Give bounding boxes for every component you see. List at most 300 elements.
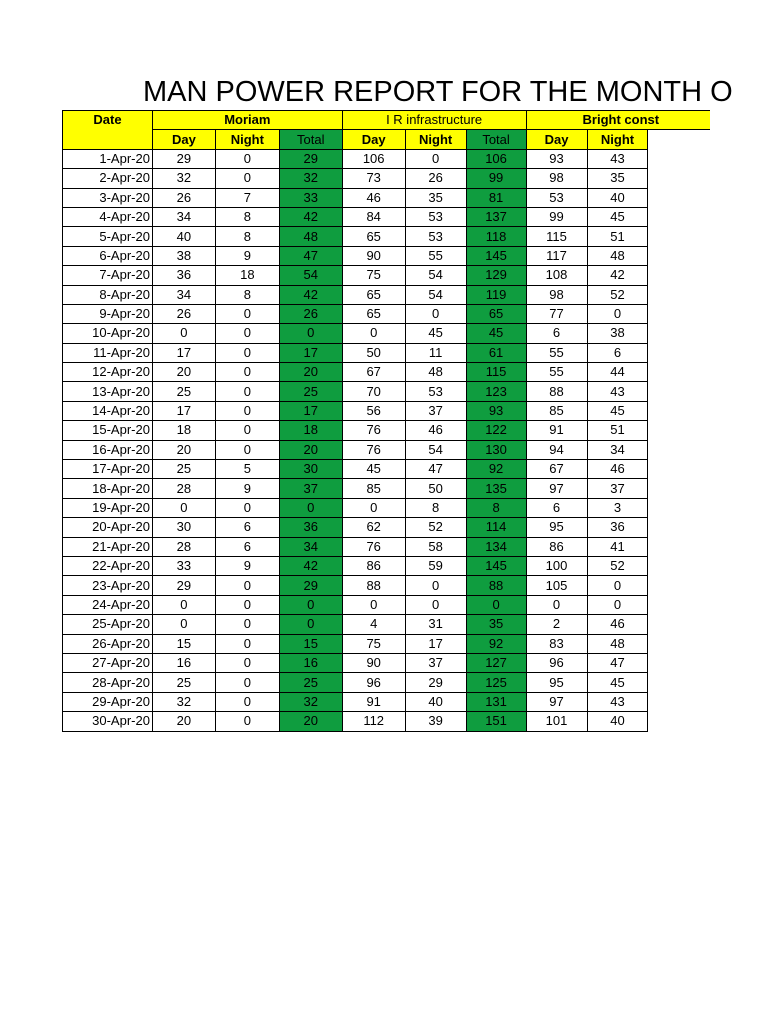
cell-moriam-total[interactable]: 20 bbox=[279, 363, 342, 382]
cell-ir-night[interactable]: 40 bbox=[405, 692, 466, 711]
cell-ir-total[interactable]: 130 bbox=[466, 440, 526, 459]
cell-bright-day[interactable]: 88 bbox=[526, 382, 587, 401]
cell-moriam-night[interactable]: 9 bbox=[215, 479, 279, 498]
col-header-ir-total[interactable]: Total bbox=[466, 130, 526, 149]
cell-bright-day[interactable]: 55 bbox=[526, 363, 587, 382]
cell-bright-night[interactable]: 0 bbox=[587, 576, 648, 595]
cell-bright-day[interactable]: 95 bbox=[526, 518, 587, 537]
cell-ir-total[interactable]: 65 bbox=[466, 304, 526, 323]
col-header-bright-night[interactable]: Night bbox=[587, 130, 648, 149]
cell-bright-night[interactable]: 51 bbox=[587, 227, 648, 246]
cell-moriam-total[interactable]: 29 bbox=[279, 149, 342, 168]
cell-moriam-night[interactable]: 7 bbox=[215, 188, 279, 207]
cell-ir-total[interactable]: 81 bbox=[466, 188, 526, 207]
cell-bright-night[interactable]: 44 bbox=[587, 363, 648, 382]
cell-bright-night[interactable]: 45 bbox=[587, 673, 648, 692]
cell-moriam-day[interactable]: 25 bbox=[152, 382, 215, 401]
cell-bright-night[interactable]: 48 bbox=[587, 634, 648, 653]
cell-ir-day[interactable]: 65 bbox=[342, 285, 405, 304]
cell-moriam-day[interactable]: 17 bbox=[152, 343, 215, 362]
cell-ir-day[interactable]: 75 bbox=[342, 266, 405, 285]
table-row bbox=[63, 401, 711, 420]
cell-moriam-total[interactable]: 37 bbox=[279, 479, 342, 498]
cell-moriam-night[interactable]: 0 bbox=[215, 421, 279, 440]
cell-bright-day[interactable]: 55 bbox=[526, 343, 587, 362]
cell-moriam-total[interactable]: 30 bbox=[279, 460, 342, 479]
cell-ir-day[interactable]: 96 bbox=[342, 673, 405, 692]
cell-moriam-night[interactable]: 9 bbox=[215, 556, 279, 575]
cell-ir-night[interactable]: 11 bbox=[405, 343, 466, 362]
cell-moriam-day[interactable]: 25 bbox=[152, 460, 215, 479]
col-header-date[interactable]: Date bbox=[63, 111, 153, 150]
cell-date[interactable]: 2-Apr-20 bbox=[63, 169, 153, 188]
cell-bright-night[interactable]: 36 bbox=[587, 518, 648, 537]
cell-moriam-day[interactable]: 34 bbox=[152, 285, 215, 304]
cell-ir-total[interactable]: 92 bbox=[466, 634, 526, 653]
cell-date[interactable]: 11-Apr-20 bbox=[63, 343, 153, 362]
cell-ir-day[interactable]: 90 bbox=[342, 653, 405, 672]
cell-date[interactable]: 13-Apr-20 bbox=[63, 382, 153, 401]
cell-bright-day[interactable]: 94 bbox=[526, 440, 587, 459]
cell-bright-night[interactable]: 46 bbox=[587, 460, 648, 479]
cell-ir-night[interactable]: 46 bbox=[405, 421, 466, 440]
cell-ir-total[interactable]: 135 bbox=[466, 479, 526, 498]
cell-ir-total[interactable]: 145 bbox=[466, 556, 526, 575]
cell-bright-day[interactable]: 93 bbox=[526, 149, 587, 168]
cell-moriam-night[interactable]: 8 bbox=[215, 227, 279, 246]
cell-ir-night[interactable]: 53 bbox=[405, 227, 466, 246]
cell-bright-day[interactable]: 83 bbox=[526, 634, 587, 653]
cell-date[interactable]: 23-Apr-20 bbox=[63, 576, 153, 595]
cell-moriam-day[interactable]: 0 bbox=[152, 595, 215, 614]
cell-moriam-night[interactable]: 9 bbox=[215, 246, 279, 265]
group-header-moriam[interactable]: Moriam bbox=[152, 111, 342, 130]
cell-ir-total[interactable]: 134 bbox=[466, 537, 526, 556]
group-header-bright-const[interactable]: Bright const bbox=[526, 111, 710, 130]
cell-moriam-total[interactable]: 42 bbox=[279, 556, 342, 575]
cell-bright-day[interactable]: 115 bbox=[526, 227, 587, 246]
cell-moriam-day[interactable]: 34 bbox=[152, 207, 215, 226]
cell-date[interactable]: 14-Apr-20 bbox=[63, 401, 153, 420]
cell-moriam-total[interactable]: 32 bbox=[279, 169, 342, 188]
empty-cell bbox=[648, 673, 710, 692]
col-header-moriam-day[interactable]: Day bbox=[152, 130, 215, 149]
cell-moriam-night[interactable]: 0 bbox=[215, 363, 279, 382]
cell-moriam-night[interactable]: 0 bbox=[215, 692, 279, 711]
cell-ir-total[interactable]: 92 bbox=[466, 460, 526, 479]
cell-moriam-night[interactable]: 0 bbox=[215, 576, 279, 595]
empty-cell bbox=[648, 304, 710, 323]
cell-bright-night[interactable]: 38 bbox=[587, 324, 648, 343]
cell-bright-day[interactable]: 95 bbox=[526, 673, 587, 692]
cell-ir-day[interactable]: 90 bbox=[342, 246, 405, 265]
cell-bright-day[interactable]: 97 bbox=[526, 479, 587, 498]
cell-bright-day[interactable]: 0 bbox=[526, 595, 587, 614]
table-row bbox=[63, 556, 711, 575]
cell-moriam-night[interactable]: 0 bbox=[215, 343, 279, 362]
cell-moriam-day[interactable]: 38 bbox=[152, 246, 215, 265]
cell-moriam-night[interactable]: 0 bbox=[215, 382, 279, 401]
cell-moriam-night[interactable]: 0 bbox=[215, 401, 279, 420]
cell-bright-night[interactable]: 51 bbox=[587, 421, 648, 440]
col-header-moriam-total[interactable]: Total bbox=[279, 130, 342, 149]
cell-ir-total[interactable]: 129 bbox=[466, 266, 526, 285]
cell-moriam-total[interactable]: 42 bbox=[279, 207, 342, 226]
cell-ir-day[interactable]: 112 bbox=[342, 712, 405, 731]
table-row bbox=[63, 479, 711, 498]
cell-moriam-total[interactable]: 20 bbox=[279, 712, 342, 731]
cell-ir-total[interactable]: 93 bbox=[466, 401, 526, 420]
cell-moriam-day[interactable]: 25 bbox=[152, 673, 215, 692]
empty-cell bbox=[648, 460, 710, 479]
cell-bright-night[interactable]: 43 bbox=[587, 692, 648, 711]
cell-date[interactable]: 4-Apr-20 bbox=[63, 207, 153, 226]
cell-ir-night[interactable]: 31 bbox=[405, 615, 466, 634]
cell-date[interactable]: 15-Apr-20 bbox=[63, 421, 153, 440]
cell-bright-night[interactable]: 6 bbox=[587, 343, 648, 362]
cell-bright-night[interactable]: 46 bbox=[587, 615, 648, 634]
cell-ir-total[interactable]: 119 bbox=[466, 285, 526, 304]
cell-moriam-day[interactable]: 33 bbox=[152, 556, 215, 575]
group-header-ir-infrastructure[interactable]: I R infrastructure bbox=[342, 111, 526, 130]
cell-ir-night[interactable]: 39 bbox=[405, 712, 466, 731]
cell-moriam-night[interactable]: 0 bbox=[215, 169, 279, 188]
cell-bright-day[interactable]: 99 bbox=[526, 207, 587, 226]
cell-ir-night[interactable]: 59 bbox=[405, 556, 466, 575]
cell-ir-total[interactable]: 115 bbox=[466, 363, 526, 382]
cell-bright-night[interactable]: 48 bbox=[587, 246, 648, 265]
col-header-ir-day[interactable]: Day bbox=[342, 130, 405, 149]
cell-moriam-total[interactable]: 54 bbox=[279, 266, 342, 285]
cell-ir-night[interactable]: 54 bbox=[405, 266, 466, 285]
cell-ir-day[interactable]: 106 bbox=[342, 149, 405, 168]
cell-bright-day[interactable]: 2 bbox=[526, 615, 587, 634]
cell-moriam-total[interactable]: 29 bbox=[279, 576, 342, 595]
cell-date[interactable]: 27-Apr-20 bbox=[63, 653, 153, 672]
cell-bright-night[interactable]: 47 bbox=[587, 653, 648, 672]
cell-moriam-day[interactable]: 16 bbox=[152, 653, 215, 672]
cell-moriam-total[interactable]: 25 bbox=[279, 382, 342, 401]
cell-ir-night[interactable]: 0 bbox=[405, 595, 466, 614]
cell-ir-day[interactable]: 0 bbox=[342, 498, 405, 517]
cell-date[interactable]: 28-Apr-20 bbox=[63, 673, 153, 692]
cell-moriam-night[interactable]: 8 bbox=[215, 285, 279, 304]
cell-ir-day[interactable]: 85 bbox=[342, 479, 405, 498]
cell-moriam-total[interactable]: 32 bbox=[279, 692, 342, 711]
cell-moriam-total[interactable]: 34 bbox=[279, 537, 342, 556]
cell-ir-day[interactable]: 65 bbox=[342, 227, 405, 246]
cell-ir-total[interactable]: 151 bbox=[466, 712, 526, 731]
cell-date[interactable]: 3-Apr-20 bbox=[63, 188, 153, 207]
cell-date[interactable]: 22-Apr-20 bbox=[63, 556, 153, 575]
cell-ir-day[interactable]: 0 bbox=[342, 324, 405, 343]
cell-moriam-total[interactable]: 48 bbox=[279, 227, 342, 246]
cell-moriam-total[interactable]: 26 bbox=[279, 304, 342, 323]
cell-moriam-night[interactable]: 0 bbox=[215, 324, 279, 343]
cell-date[interactable]: 6-Apr-20 bbox=[63, 246, 153, 265]
cell-ir-total[interactable]: 114 bbox=[466, 518, 526, 537]
cell-moriam-total[interactable]: 18 bbox=[279, 421, 342, 440]
cell-ir-night[interactable]: 0 bbox=[405, 149, 466, 168]
cell-ir-night[interactable]: 53 bbox=[405, 382, 466, 401]
cell-bright-day[interactable]: 98 bbox=[526, 285, 587, 304]
cell-date[interactable]: 16-Apr-20 bbox=[63, 440, 153, 459]
cell-ir-day[interactable]: 67 bbox=[342, 363, 405, 382]
cell-moriam-day[interactable]: 30 bbox=[152, 518, 215, 537]
cell-ir-night[interactable]: 26 bbox=[405, 169, 466, 188]
cell-bright-day[interactable]: 53 bbox=[526, 188, 587, 207]
cell-date[interactable]: 17-Apr-20 bbox=[63, 460, 153, 479]
cell-moriam-night[interactable]: 0 bbox=[215, 595, 279, 614]
cell-moriam-day[interactable]: 32 bbox=[152, 169, 215, 188]
cell-moriam-total[interactable]: 36 bbox=[279, 518, 342, 537]
cell-moriam-total[interactable]: 0 bbox=[279, 498, 342, 517]
cell-bright-day[interactable]: 101 bbox=[526, 712, 587, 731]
cell-bright-night[interactable]: 34 bbox=[587, 440, 648, 459]
cell-ir-night[interactable]: 53 bbox=[405, 207, 466, 226]
table-row bbox=[63, 440, 711, 459]
cell-ir-day[interactable]: 4 bbox=[342, 615, 405, 634]
cell-bright-day[interactable]: 86 bbox=[526, 537, 587, 556]
cell-ir-total[interactable]: 145 bbox=[466, 246, 526, 265]
cell-bright-day[interactable]: 96 bbox=[526, 653, 587, 672]
cell-ir-total[interactable]: 125 bbox=[466, 673, 526, 692]
cell-date[interactable]: 10-Apr-20 bbox=[63, 324, 153, 343]
cell-date[interactable]: 7-Apr-20 bbox=[63, 266, 153, 285]
cell-bright-night[interactable]: 45 bbox=[587, 207, 648, 226]
cell-moriam-day[interactable]: 17 bbox=[152, 401, 215, 420]
cell-moriam-total[interactable]: 16 bbox=[279, 653, 342, 672]
cell-moriam-total[interactable]: 17 bbox=[279, 401, 342, 420]
cell-ir-day[interactable]: 88 bbox=[342, 576, 405, 595]
cell-moriam-night[interactable]: 0 bbox=[215, 304, 279, 323]
col-header-moriam-night[interactable]: Night bbox=[215, 130, 279, 149]
cell-ir-day[interactable]: 0 bbox=[342, 595, 405, 614]
cell-ir-total[interactable]: 118 bbox=[466, 227, 526, 246]
cell-ir-total[interactable]: 122 bbox=[466, 421, 526, 440]
cell-ir-total[interactable]: 35 bbox=[466, 615, 526, 634]
cell-moriam-night[interactable]: 0 bbox=[215, 653, 279, 672]
cell-moriam-night[interactable]: 0 bbox=[215, 149, 279, 168]
cell-moriam-night[interactable]: 0 bbox=[215, 673, 279, 692]
cell-bright-day[interactable]: 117 bbox=[526, 246, 587, 265]
cell-ir-total[interactable]: 137 bbox=[466, 207, 526, 226]
cell-date[interactable]: 25-Apr-20 bbox=[63, 615, 153, 634]
cell-moriam-total[interactable]: 17 bbox=[279, 343, 342, 362]
cell-date[interactable]: 5-Apr-20 bbox=[63, 227, 153, 246]
cell-ir-night[interactable]: 0 bbox=[405, 304, 466, 323]
cell-ir-day[interactable]: 45 bbox=[342, 460, 405, 479]
cell-moriam-day[interactable]: 36 bbox=[152, 266, 215, 285]
cell-bright-day[interactable]: 67 bbox=[526, 460, 587, 479]
cell-ir-total[interactable]: 99 bbox=[466, 169, 526, 188]
cell-moriam-day[interactable]: 26 bbox=[152, 188, 215, 207]
cell-ir-total[interactable]: 127 bbox=[466, 653, 526, 672]
cell-moriam-night[interactable]: 0 bbox=[215, 440, 279, 459]
cell-date[interactable]: 20-Apr-20 bbox=[63, 518, 153, 537]
cell-ir-day[interactable]: 86 bbox=[342, 556, 405, 575]
cell-ir-total[interactable]: 0 bbox=[466, 595, 526, 614]
cell-ir-night[interactable]: 45 bbox=[405, 324, 466, 343]
cell-moriam-total[interactable]: 0 bbox=[279, 324, 342, 343]
cell-moriam-night[interactable]: 18 bbox=[215, 266, 279, 285]
table-row bbox=[63, 246, 711, 265]
cell-ir-day[interactable]: 84 bbox=[342, 207, 405, 226]
cell-ir-night[interactable]: 17 bbox=[405, 634, 466, 653]
cell-moriam-total[interactable]: 47 bbox=[279, 246, 342, 265]
cell-ir-night[interactable]: 48 bbox=[405, 363, 466, 382]
cell-ir-day[interactable]: 65 bbox=[342, 304, 405, 323]
cell-ir-total[interactable]: 8 bbox=[466, 498, 526, 517]
cell-bright-night[interactable]: 37 bbox=[587, 479, 648, 498]
cell-date[interactable]: 30-Apr-20 bbox=[63, 712, 153, 731]
cell-bright-day[interactable]: 6 bbox=[526, 324, 587, 343]
cell-bright-night[interactable]: 43 bbox=[587, 149, 648, 168]
cell-moriam-day[interactable]: 0 bbox=[152, 324, 215, 343]
cell-ir-day[interactable]: 70 bbox=[342, 382, 405, 401]
cell-moriam-day[interactable]: 29 bbox=[152, 576, 215, 595]
cell-moriam-night[interactable]: 5 bbox=[215, 460, 279, 479]
cell-ir-night[interactable]: 29 bbox=[405, 673, 466, 692]
cell-moriam-night[interactable]: 0 bbox=[215, 712, 279, 731]
cell-moriam-day[interactable]: 32 bbox=[152, 692, 215, 711]
cell-ir-night[interactable]: 37 bbox=[405, 401, 466, 420]
cell-moriam-total[interactable]: 20 bbox=[279, 440, 342, 459]
cell-bright-day[interactable]: 91 bbox=[526, 421, 587, 440]
cell-moriam-day[interactable]: 0 bbox=[152, 615, 215, 634]
cell-bright-day[interactable]: 100 bbox=[526, 556, 587, 575]
cell-bright-night[interactable]: 3 bbox=[587, 498, 648, 517]
cell-ir-night[interactable]: 0 bbox=[405, 576, 466, 595]
cell-ir-day[interactable]: 46 bbox=[342, 188, 405, 207]
cell-date[interactable]: 18-Apr-20 bbox=[63, 479, 153, 498]
cell-ir-day[interactable]: 50 bbox=[342, 343, 405, 362]
cell-ir-day[interactable]: 91 bbox=[342, 692, 405, 711]
col-header-ir-night[interactable]: Night bbox=[405, 130, 466, 149]
table-body bbox=[63, 149, 711, 731]
cell-bright-day[interactable]: 85 bbox=[526, 401, 587, 420]
cell-ir-total[interactable]: 131 bbox=[466, 692, 526, 711]
cell-bright-day[interactable]: 77 bbox=[526, 304, 587, 323]
cell-date[interactable]: 12-Apr-20 bbox=[63, 363, 153, 382]
cell-ir-day[interactable]: 76 bbox=[342, 440, 405, 459]
cell-moriam-day[interactable]: 20 bbox=[152, 440, 215, 459]
cell-moriam-day[interactable]: 18 bbox=[152, 421, 215, 440]
cell-ir-day[interactable]: 62 bbox=[342, 518, 405, 537]
cell-moriam-day[interactable]: 26 bbox=[152, 304, 215, 323]
cell-bright-night[interactable]: 40 bbox=[587, 712, 648, 731]
cell-ir-night[interactable]: 52 bbox=[405, 518, 466, 537]
cell-ir-night[interactable]: 35 bbox=[405, 188, 466, 207]
cell-date[interactable]: 24-Apr-20 bbox=[63, 595, 153, 614]
cell-ir-total[interactable]: 88 bbox=[466, 576, 526, 595]
cell-date[interactable]: 21-Apr-20 bbox=[63, 537, 153, 556]
empty-cell bbox=[648, 227, 710, 246]
cell-moriam-day[interactable]: 40 bbox=[152, 227, 215, 246]
cell-moriam-day[interactable]: 20 bbox=[152, 363, 215, 382]
cell-moriam-night[interactable]: 8 bbox=[215, 207, 279, 226]
cell-moriam-day[interactable]: 15 bbox=[152, 634, 215, 653]
cell-bright-night[interactable]: 45 bbox=[587, 401, 648, 420]
cell-ir-night[interactable]: 55 bbox=[405, 246, 466, 265]
cell-moriam-total[interactable]: 33 bbox=[279, 188, 342, 207]
cell-ir-night[interactable]: 37 bbox=[405, 653, 466, 672]
cell-bright-night[interactable]: 35 bbox=[587, 169, 648, 188]
cell-bright-night[interactable]: 40 bbox=[587, 188, 648, 207]
cell-bright-night[interactable]: 0 bbox=[587, 304, 648, 323]
cell-ir-day[interactable]: 75 bbox=[342, 634, 405, 653]
cell-bright-day[interactable]: 97 bbox=[526, 692, 587, 711]
cell-bright-day[interactable]: 108 bbox=[526, 266, 587, 285]
cell-moriam-night[interactable]: 6 bbox=[215, 537, 279, 556]
cell-moriam-day[interactable]: 20 bbox=[152, 712, 215, 731]
cell-ir-night[interactable]: 54 bbox=[405, 440, 466, 459]
cell-bright-day[interactable]: 105 bbox=[526, 576, 587, 595]
cell-bright-night[interactable]: 42 bbox=[587, 266, 648, 285]
cell-bright-night[interactable]: 43 bbox=[587, 382, 648, 401]
col-header-bright-day[interactable]: Day bbox=[526, 130, 587, 149]
sub-header-row bbox=[63, 130, 711, 149]
cell-ir-day[interactable]: 56 bbox=[342, 401, 405, 420]
cell-moriam-total[interactable]: 42 bbox=[279, 285, 342, 304]
cell-moriam-total[interactable]: 15 bbox=[279, 634, 342, 653]
table-row bbox=[63, 363, 711, 382]
cell-bright-night[interactable]: 0 bbox=[587, 595, 648, 614]
cell-moriam-night[interactable]: 6 bbox=[215, 518, 279, 537]
cell-ir-day[interactable]: 73 bbox=[342, 169, 405, 188]
cell-moriam-total[interactable]: 0 bbox=[279, 615, 342, 634]
cell-ir-night[interactable]: 8 bbox=[405, 498, 466, 517]
cell-date[interactable]: 26-Apr-20 bbox=[63, 634, 153, 653]
cell-ir-night[interactable]: 47 bbox=[405, 460, 466, 479]
cell-ir-night[interactable]: 58 bbox=[405, 537, 466, 556]
cell-moriam-day[interactable]: 28 bbox=[152, 479, 215, 498]
cell-bright-day[interactable]: 6 bbox=[526, 498, 587, 517]
cell-ir-night[interactable]: 54 bbox=[405, 285, 466, 304]
cell-ir-day[interactable]: 76 bbox=[342, 537, 405, 556]
cell-bright-night[interactable]: 52 bbox=[587, 285, 648, 304]
cell-ir-total[interactable]: 106 bbox=[466, 149, 526, 168]
table-row bbox=[63, 285, 711, 304]
cell-moriam-day[interactable]: 29 bbox=[152, 149, 215, 168]
cell-moriam-night[interactable]: 0 bbox=[215, 615, 279, 634]
cell-ir-night[interactable]: 50 bbox=[405, 479, 466, 498]
cell-ir-total[interactable]: 45 bbox=[466, 324, 526, 343]
cell-moriam-total[interactable]: 25 bbox=[279, 673, 342, 692]
cell-date[interactable]: 29-Apr-20 bbox=[63, 692, 153, 711]
cell-moriam-total[interactable]: 0 bbox=[279, 595, 342, 614]
cell-bright-night[interactable]: 52 bbox=[587, 556, 648, 575]
cell-moriam-night[interactable]: 0 bbox=[215, 498, 279, 517]
empty-cell bbox=[648, 130, 710, 149]
empty-cell bbox=[648, 382, 710, 401]
cell-ir-total[interactable]: 123 bbox=[466, 382, 526, 401]
cell-ir-total[interactable]: 61 bbox=[466, 343, 526, 362]
cell-moriam-day[interactable]: 0 bbox=[152, 498, 215, 517]
cell-date[interactable]: 19-Apr-20 bbox=[63, 498, 153, 517]
empty-cell bbox=[648, 498, 710, 517]
empty-cell bbox=[648, 169, 710, 188]
cell-ir-day[interactable]: 76 bbox=[342, 421, 405, 440]
empty-cell bbox=[648, 401, 710, 420]
cell-date[interactable]: 1-Apr-20 bbox=[63, 149, 153, 168]
cell-moriam-night[interactable]: 0 bbox=[215, 634, 279, 653]
cell-date[interactable]: 9-Apr-20 bbox=[63, 304, 153, 323]
cell-bright-day[interactable]: 98 bbox=[526, 169, 587, 188]
cell-moriam-day[interactable]: 28 bbox=[152, 537, 215, 556]
cell-bright-night[interactable]: 41 bbox=[587, 537, 648, 556]
cell-date[interactable]: 8-Apr-20 bbox=[63, 285, 153, 304]
